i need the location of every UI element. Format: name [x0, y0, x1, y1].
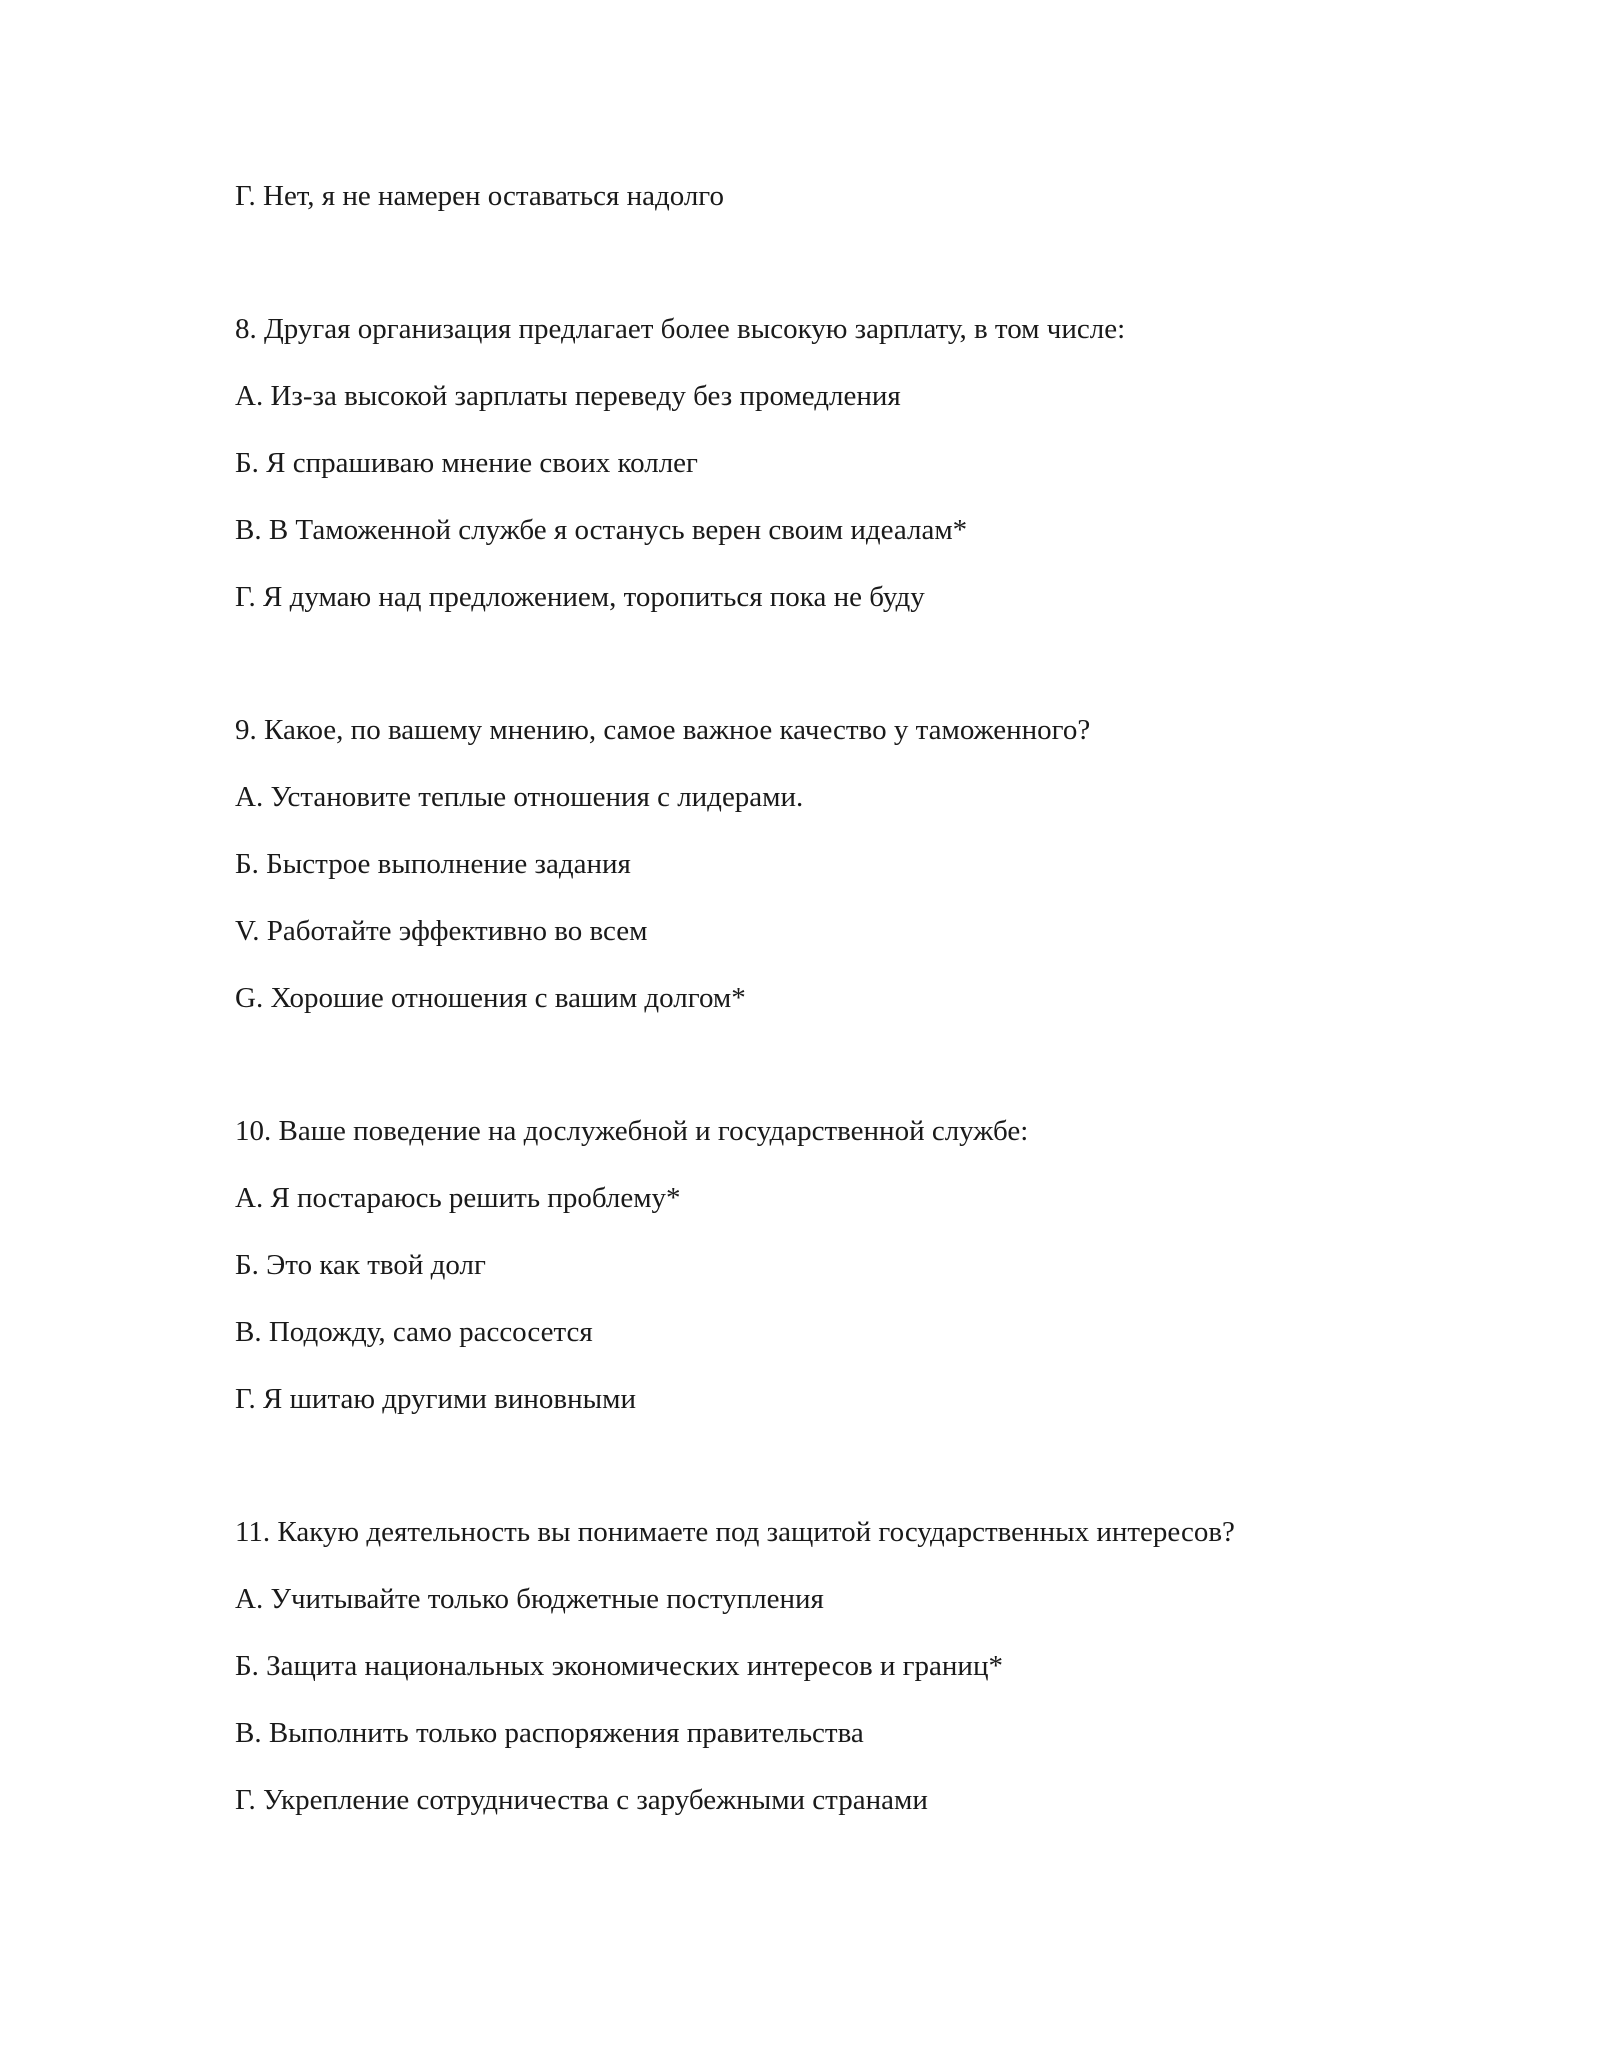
paragraph-gap: [235, 1448, 1435, 1514]
answer-10-g: Г. Я шитаю другими виновными: [235, 1383, 636, 1415]
answer-9-a: А. Установите теплые отношения с лидерами.: [235, 781, 804, 813]
answer-10-a: А. Я постараюсь решить проблему*: [235, 1182, 681, 1214]
question-10: 10. Ваше поведение на дослужебной и государственной службе:: [235, 1115, 1029, 1147]
paragraph-gap: [235, 646, 1435, 712]
answer-8-g: Г. Я думаю над предложением, торопиться пока не буду: [235, 581, 925, 613]
answer-10-v: В. Подожду, само рассосется: [235, 1316, 593, 1348]
answer-11-v: В. Выполнить только распоряжения правительства: [235, 1717, 864, 1749]
answer-7-g: Г. Нет, я не намерен оставаться надолго: [235, 180, 724, 212]
answer-11-a: А. Учитывайте только бюджетные поступления: [235, 1583, 824, 1615]
answer-8-b: Б. Я спрашиваю мнение своих коллег: [235, 447, 698, 479]
answer-9-g: G. Хорошие отношения с вашим долгом*: [235, 982, 746, 1014]
paragraph-gap: [235, 1047, 1435, 1113]
question-8: 8. Другая организация предлагает более высокую зарплату, в том числе:: [235, 313, 1126, 345]
answer-11-b: Б. Защита национальных экономических интересов и границ*: [235, 1650, 1003, 1682]
answer-9-b: Б. Быстрое выполнение задания: [235, 848, 631, 880]
question-11: 11. Какую деятельность вы понимаете под защитой государственных интересов?: [235, 1516, 1235, 1548]
answer-11-g: Г. Укрепление сотрудничества с зарубежными странами: [235, 1784, 928, 1816]
document-body: [235, 178, 1435, 1849]
question-9: 9. Какое, по вашему мнению, самое важное качество у таможенного?: [235, 714, 1091, 746]
answer-8-a: А. Из-за высокой зарплаты переведу без промедления: [235, 380, 901, 412]
answer-9-v: V. Работайте эффективно во всем: [235, 915, 648, 947]
answer-8-v: В. В Таможенной службе я останусь верен своим идеалам*: [235, 514, 968, 546]
paragraph-gap: [235, 245, 1435, 311]
answer-10-b: Б. Это как твой долг: [235, 1249, 486, 1281]
